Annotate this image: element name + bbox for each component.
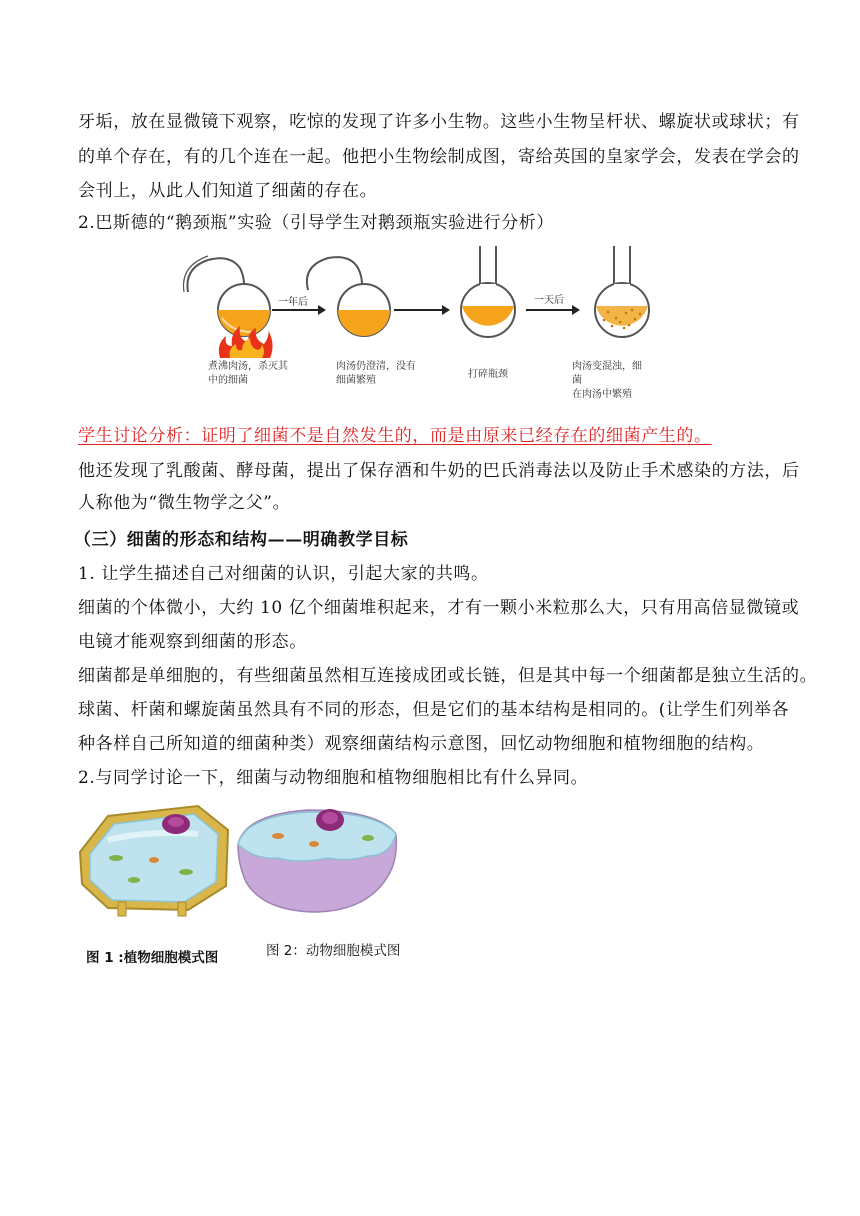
- paragraph-line: 2.巴斯德的“鹅颈瓶”实验（引导学生对鹅颈瓶实验进行分析）: [78, 213, 555, 233]
- flask-4-caption-line1: 肉汤变混浊，细菌: [572, 361, 642, 386]
- flask-2-caption-line1: 肉汤仍澄清，没有: [336, 361, 416, 372]
- discussion-conclusion: 学生讨论分析：证明了细菌不是自然发生的，而是由原来已经存在的细菌产生的。: [78, 426, 712, 446]
- plant-cell-model: [80, 806, 228, 916]
- cell-models-figure: [78, 800, 418, 920]
- animal-cell-caption-clip: [266, 940, 401, 959]
- plant-cell-caption: 图 1 :植物细胞模式图: [86, 950, 219, 966]
- paragraph-line: 细菌的个体微小，大约 10 亿个细菌堆积起来，才有一颗小米粒那么大，只有用高倍显微镜或: [78, 598, 800, 618]
- paragraph-line: 牙垢，放在显微镜下观察，吃惊的发现了许多小生物。这些小生物呈杆状、螺旋状或球状；有: [78, 112, 800, 132]
- arrow-1-label: 一年后: [278, 297, 308, 308]
- arrow-2-label: 一天后: [534, 295, 564, 306]
- paragraph-line: 种各样自己所知道的细菌种类）观察细菌结构示意图，回忆动物细胞和植物细胞的结构。: [78, 734, 765, 754]
- flask-3-caption: 打碎瓶颈: [468, 369, 508, 380]
- flask-1-caption-line1: 煮沸肉汤，杀灭其: [208, 361, 288, 372]
- flask-1-boiling: [184, 256, 273, 358]
- flask-4-turbid: [595, 246, 649, 337]
- flask-1-caption: [208, 360, 288, 388]
- flask-4-caption: [572, 360, 650, 402]
- paragraph-line: 他还发现了乳酸菌、酵母菌，提出了保存酒和牛奶的巴氏消毒法以及防止手术感染的方法，后: [78, 461, 800, 481]
- arrow-3: [526, 305, 580, 315]
- section-heading: （三）细菌的形态和结构——明确教学目标: [74, 530, 409, 550]
- flask-1-caption-line2: 中的细菌: [208, 375, 248, 386]
- flask-2-clear: [307, 257, 390, 336]
- paragraph-line: 电镜才能观察到细菌的形态。: [78, 632, 307, 652]
- paragraph-line: 2.与同学讨论一下，细菌与动物细胞和植物细胞相比有什么异同。: [78, 768, 589, 788]
- arrow-2: [394, 305, 450, 315]
- paragraph-line: 人称他为“微生物学之父”。: [78, 493, 291, 513]
- animal-cell-caption: 图 2：动物细胞模式图: [266, 943, 401, 959]
- flask-3-broken-neck: [461, 246, 515, 337]
- paragraph-line: 1. 让学生描述自己对细菌的认识，引起大家的共鸣。: [78, 564, 489, 584]
- cell-diagram: [78, 800, 418, 920]
- flask-2-caption-line2: 细菌繁殖: [336, 375, 376, 386]
- swan-neck-flask-figure: [180, 240, 650, 400]
- paragraph-line: 球菌、杆菌和螺旋菌虽然具有不同的形态，但是它们的基本结构是相同的。(让学生们列举各: [78, 700, 790, 720]
- flask-2-caption: [336, 360, 416, 388]
- paragraph-line: 的单个存在，有的几个连在一起。他把小生物绘制成图，寄给英国的皇家学会，发表在学会的: [78, 147, 800, 167]
- paragraph-line: 会刊上，从此人们知道了细菌的存在。: [78, 181, 378, 201]
- animal-cell-model: [238, 809, 396, 912]
- flask-4-caption-line2: 在肉汤中繁殖: [572, 389, 632, 400]
- paragraph-line: 细菌都是单细胞的，有些细菌虽然相互连接成团或长链，但是其中每一个细菌都是独立生活的。: [78, 666, 818, 686]
